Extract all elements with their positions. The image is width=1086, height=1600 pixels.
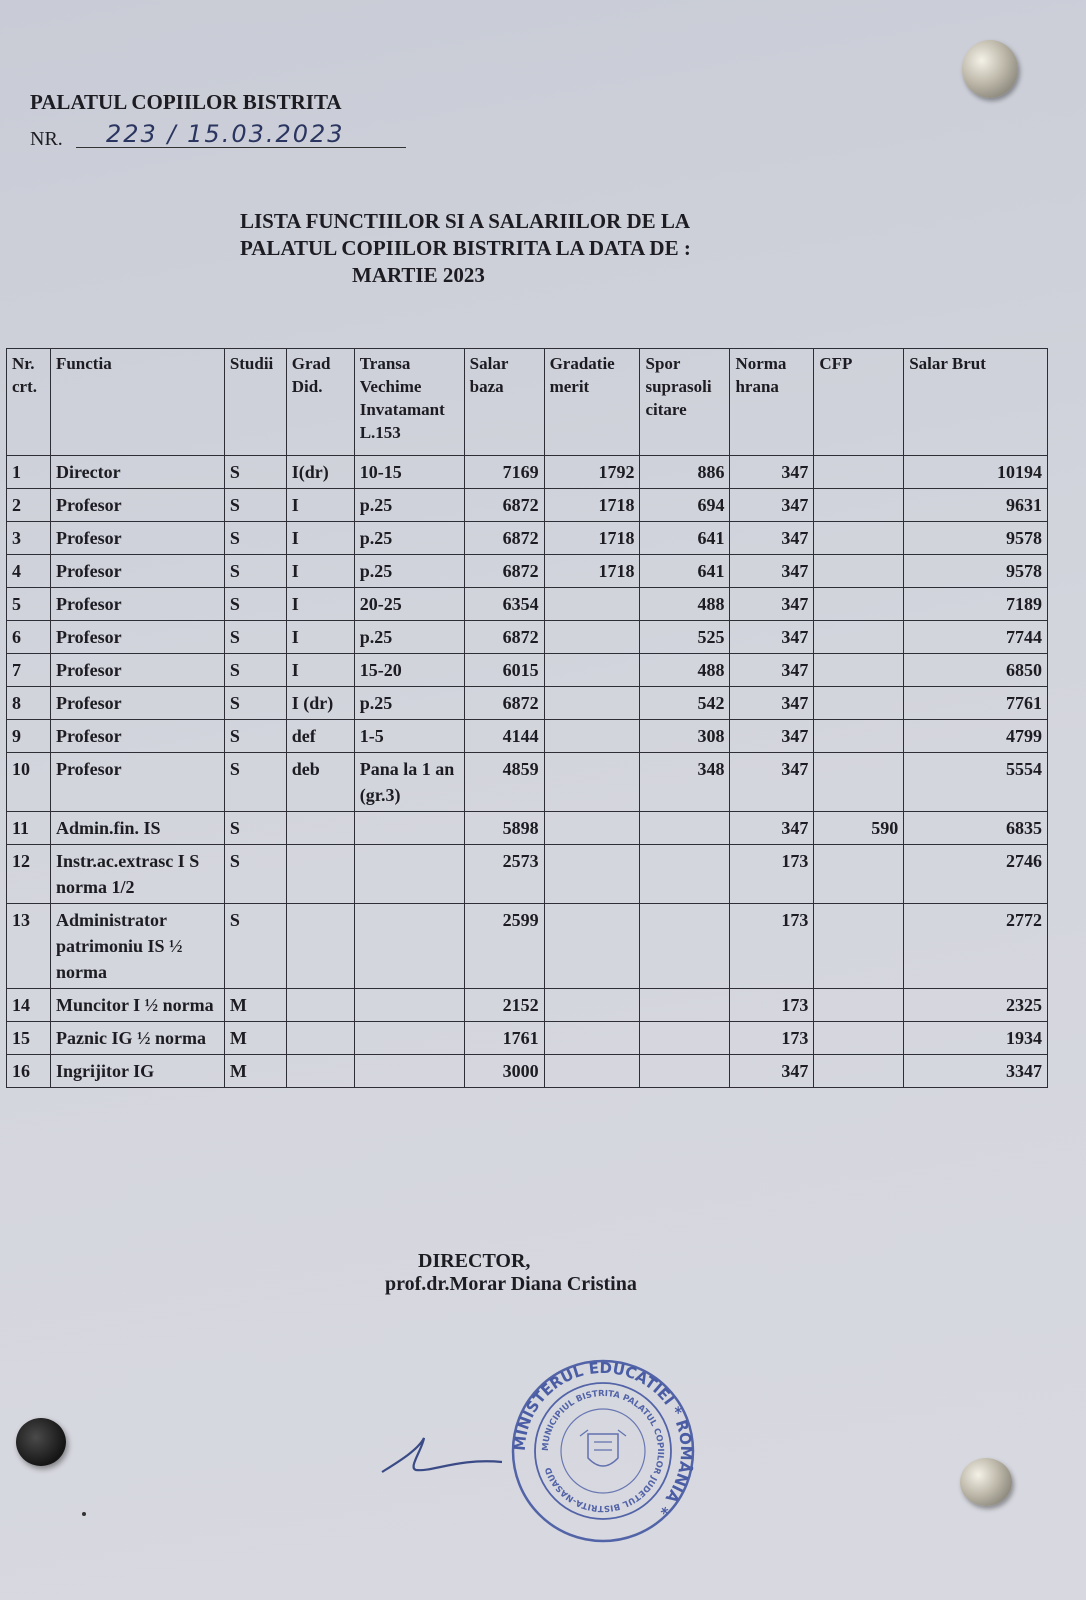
cell-salar-brut: 5554	[904, 753, 1048, 812]
cell-transa	[354, 1055, 464, 1088]
cell-nr: 15	[7, 1022, 51, 1055]
cell-cfp	[814, 1055, 904, 1088]
cell-transa	[354, 1022, 464, 1055]
cell-transa: 15-20	[354, 654, 464, 687]
cell-functia: Muncitor I ½ norma	[50, 989, 224, 1022]
cell-cfp	[814, 489, 904, 522]
header-nr: Nr. crt.	[7, 349, 51, 456]
header-functia: Functia	[50, 349, 224, 456]
cell-cfp	[814, 621, 904, 654]
cell-cfp	[814, 989, 904, 1022]
cell-transa: p.25	[354, 489, 464, 522]
stamp-inner-text: MUNICIPIUL BISTRITA PALATUL COPIILOR JUDETUL BISTRITA-NASAUD	[540, 1388, 666, 1514]
cell-salar-baza: 6872	[464, 687, 544, 720]
cell-functia: Profesor	[50, 555, 224, 588]
cell-salar-brut: 9578	[904, 522, 1048, 555]
cell-norma: 347	[730, 753, 814, 812]
cell-studii: S	[224, 621, 286, 654]
director-role: DIRECTOR,	[418, 1250, 531, 1272]
header-grad: Grad Did.	[286, 349, 354, 456]
cell-cfp	[814, 654, 904, 687]
table-row	[7, 845, 1048, 904]
cell-gradatie	[544, 845, 640, 904]
cell-grad: deb	[286, 753, 354, 812]
cell-spor: 694	[640, 489, 730, 522]
cell-functia: Profesor	[50, 489, 224, 522]
cell-norma: 173	[730, 1022, 814, 1055]
cell-salar-brut: 3347	[904, 1055, 1048, 1088]
thumbtack-bottom-left	[16, 1418, 66, 1466]
cell-spor: 641	[640, 522, 730, 555]
cell-salar-baza: 6015	[464, 654, 544, 687]
cell-studii: S	[224, 654, 286, 687]
cell-norma: 347	[730, 522, 814, 555]
cell-salar-baza: 6872	[464, 621, 544, 654]
cell-norma: 347	[730, 456, 814, 489]
cell-salar-baza: 2573	[464, 845, 544, 904]
cell-functia: Profesor	[50, 687, 224, 720]
cell-functia: Director	[50, 456, 224, 489]
cell-norma: 347	[730, 687, 814, 720]
table-row	[7, 522, 1048, 555]
cell-studii: S	[224, 720, 286, 753]
title-line-2: PALATUL COPIILOR BISTRITA LA DATA DE :	[240, 236, 691, 260]
cell-nr: 13	[7, 904, 51, 989]
cell-spor: 348	[640, 753, 730, 812]
cell-studii: S	[224, 687, 286, 720]
cell-spor: 488	[640, 588, 730, 621]
cell-studii: S	[224, 555, 286, 588]
cell-nr: 10	[7, 753, 51, 812]
nr-handwritten-value: 223 / 15.03.2023	[76, 120, 406, 148]
cell-cfp	[814, 904, 904, 989]
cell-gradatie	[544, 588, 640, 621]
cell-grad	[286, 812, 354, 845]
stamp-outer-text: MINISTERUL EDUCATIEI * ROMÂNIA *	[510, 1358, 696, 1518]
cell-spor	[640, 904, 730, 989]
cell-salar-baza: 1761	[464, 1022, 544, 1055]
document-title	[240, 208, 810, 289]
cell-nr: 11	[7, 812, 51, 845]
cell-studii: S	[224, 456, 286, 489]
cell-salar-brut: 9578	[904, 555, 1048, 588]
table-row	[7, 1055, 1048, 1088]
cell-gradatie: 1718	[544, 489, 640, 522]
cell-functia: Instr.ac.extrasc I S norma 1/2	[50, 845, 224, 904]
nr-label: NR.	[30, 128, 63, 150]
registration-number	[30, 120, 400, 151]
cell-transa	[354, 845, 464, 904]
cell-studii: S	[224, 522, 286, 555]
cell-salar-baza: 4144	[464, 720, 544, 753]
cell-functia: Profesor	[50, 588, 224, 621]
cell-nr: 16	[7, 1055, 51, 1088]
cell-cfp	[814, 687, 904, 720]
cell-transa: p.25	[354, 621, 464, 654]
cell-spor	[640, 1055, 730, 1088]
cell-gradatie	[544, 904, 640, 989]
cell-salar-brut: 2772	[904, 904, 1048, 989]
cell-gradatie	[544, 621, 640, 654]
table-row	[7, 654, 1048, 687]
cell-spor	[640, 812, 730, 845]
table-row	[7, 720, 1048, 753]
cell-gradatie	[544, 654, 640, 687]
cell-spor: 641	[640, 555, 730, 588]
director-name: prof.dr.Morar Diana Cristina	[385, 1273, 637, 1295]
handwritten-signature	[378, 1428, 508, 1488]
cell-salar-brut: 2325	[904, 989, 1048, 1022]
salary-table	[6, 348, 1048, 1088]
cell-nr: 6	[7, 621, 51, 654]
cell-norma: 173	[730, 845, 814, 904]
table-row	[7, 588, 1048, 621]
cell-functia: Paznic IG ½ norma	[50, 1022, 224, 1055]
cell-spor: 525	[640, 621, 730, 654]
cell-norma: 347	[730, 654, 814, 687]
cell-spor	[640, 1022, 730, 1055]
cell-grad	[286, 1022, 354, 1055]
header-cfp: CFP	[814, 349, 904, 456]
cell-grad: def	[286, 720, 354, 753]
cell-grad: I (dr)	[286, 687, 354, 720]
cell-salar-baza: 6872	[464, 522, 544, 555]
table-row	[7, 1022, 1048, 1055]
cell-cfp	[814, 845, 904, 904]
cell-salar-brut: 7744	[904, 621, 1048, 654]
table-row	[7, 753, 1048, 812]
cell-gradatie	[544, 687, 640, 720]
cell-gradatie: 1718	[544, 522, 640, 555]
header-gradatie: Gradatie merit	[544, 349, 640, 456]
cell-norma: 347	[730, 588, 814, 621]
cell-salar-brut: 10194	[904, 456, 1048, 489]
cell-norma: 347	[730, 1055, 814, 1088]
header-norma: Norma hrana	[730, 349, 814, 456]
cell-transa: p.25	[354, 687, 464, 720]
paper-speck	[82, 1512, 86, 1516]
cell-salar-baza: 6354	[464, 588, 544, 621]
cell-nr: 4	[7, 555, 51, 588]
cell-functia: Profesor	[50, 522, 224, 555]
cell-cfp	[814, 1022, 904, 1055]
cell-cfp	[814, 753, 904, 812]
cell-salar-baza: 7169	[464, 456, 544, 489]
cell-norma: 173	[730, 904, 814, 989]
table-row	[7, 621, 1048, 654]
cell-gradatie: 1792	[544, 456, 640, 489]
cell-cfp	[814, 588, 904, 621]
cell-nr: 5	[7, 588, 51, 621]
cell-grad	[286, 904, 354, 989]
cell-gradatie	[544, 812, 640, 845]
header-salar-baza: Salar baza	[464, 349, 544, 456]
cell-cfp: 590	[814, 812, 904, 845]
table-row	[7, 812, 1048, 845]
cell-studii: S	[224, 845, 286, 904]
cell-gradatie: 1718	[544, 555, 640, 588]
cell-salar-brut: 6850	[904, 654, 1048, 687]
cell-salar-brut: 9631	[904, 489, 1048, 522]
cell-grad: I	[286, 555, 354, 588]
title-line-1: LISTA FUNCTIILOR SI A SALARIILOR DE LA	[240, 209, 691, 233]
thumbtack-top-right	[962, 40, 1018, 98]
cell-grad: I(dr)	[286, 456, 354, 489]
cell-nr: 14	[7, 989, 51, 1022]
cell-spor: 488	[640, 654, 730, 687]
cell-spor: 886	[640, 456, 730, 489]
cell-nr: 3	[7, 522, 51, 555]
cell-transa: Pana la 1 an (gr.3)	[354, 753, 464, 812]
table-header-row	[7, 349, 1048, 456]
cell-salar-baza: 3000	[464, 1055, 544, 1088]
cell-salar-baza: 2599	[464, 904, 544, 989]
cell-functia: Profesor	[50, 753, 224, 812]
table-row	[7, 489, 1048, 522]
cell-norma: 347	[730, 720, 814, 753]
cell-transa	[354, 904, 464, 989]
cell-gradatie	[544, 1055, 640, 1088]
cell-functia: Administrator patrimoniu IS ½ norma	[50, 904, 224, 989]
cell-functia: Profesor	[50, 621, 224, 654]
cell-cfp	[814, 522, 904, 555]
cell-salar-brut: 4799	[904, 720, 1048, 753]
cell-spor: 308	[640, 720, 730, 753]
cell-salar-brut: 6835	[904, 812, 1048, 845]
cell-grad	[286, 845, 354, 904]
cell-salar-brut: 2746	[904, 845, 1048, 904]
cell-salar-baza: 5898	[464, 812, 544, 845]
header-salar-brut: Salar Brut	[904, 349, 1048, 456]
header-transa: Transa Vechime Invatamant L.153	[354, 349, 464, 456]
table-row	[7, 555, 1048, 588]
cell-grad: I	[286, 621, 354, 654]
cell-gradatie	[544, 753, 640, 812]
cell-norma: 347	[730, 621, 814, 654]
cell-nr: 1	[7, 456, 51, 489]
institution-name: PALATUL COPIILOR BISTRITA	[30, 90, 342, 114]
cell-grad	[286, 989, 354, 1022]
official-stamp	[508, 1356, 698, 1546]
cell-transa: 1-5	[354, 720, 464, 753]
cell-grad: I	[286, 588, 354, 621]
cell-salar-baza: 6872	[464, 555, 544, 588]
cell-transa: p.25	[354, 555, 464, 588]
cell-studii: S	[224, 904, 286, 989]
cell-salar-baza: 4859	[464, 753, 544, 812]
cell-functia: Admin.fin. IS	[50, 812, 224, 845]
cell-salar-brut: 7761	[904, 687, 1048, 720]
cell-spor	[640, 989, 730, 1022]
cell-nr: 8	[7, 687, 51, 720]
cell-transa	[354, 812, 464, 845]
title-line-3: MARTIE 2023	[352, 263, 485, 287]
signature-block	[385, 1250, 637, 1296]
cell-studii: S	[224, 753, 286, 812]
cell-salar-brut: 1934	[904, 1022, 1048, 1055]
cell-functia: Ingrijitor IG	[50, 1055, 224, 1088]
header-spor: Spor suprasoli citare	[640, 349, 730, 456]
cell-nr: 12	[7, 845, 51, 904]
cell-functia: Profesor	[50, 654, 224, 687]
cell-grad	[286, 1055, 354, 1088]
cell-grad: I	[286, 522, 354, 555]
cell-cfp	[814, 456, 904, 489]
cell-studii: S	[224, 812, 286, 845]
cell-grad: I	[286, 489, 354, 522]
cell-cfp	[814, 720, 904, 753]
cell-gradatie	[544, 989, 640, 1022]
cell-nr: 2	[7, 489, 51, 522]
cell-norma: 173	[730, 989, 814, 1022]
thumbtack-bottom-right	[960, 1458, 1012, 1506]
cell-salar-baza: 6872	[464, 489, 544, 522]
cell-functia: Profesor	[50, 720, 224, 753]
cell-spor: 542	[640, 687, 730, 720]
cell-studii: S	[224, 489, 286, 522]
coat-of-arms-icon	[580, 1430, 626, 1466]
table-row	[7, 456, 1048, 489]
cell-norma: 347	[730, 489, 814, 522]
cell-transa	[354, 989, 464, 1022]
cell-studii: M	[224, 1055, 286, 1088]
cell-spor	[640, 845, 730, 904]
table-row	[7, 989, 1048, 1022]
cell-nr: 7	[7, 654, 51, 687]
header-studii: Studii	[224, 349, 286, 456]
cell-salar-brut: 7189	[904, 588, 1048, 621]
cell-gradatie	[544, 1022, 640, 1055]
cell-studii: S	[224, 588, 286, 621]
table-row	[7, 687, 1048, 720]
cell-transa: p.25	[354, 522, 464, 555]
cell-grad: I	[286, 654, 354, 687]
cell-gradatie	[544, 720, 640, 753]
cell-norma: 347	[730, 812, 814, 845]
cell-nr: 9	[7, 720, 51, 753]
cell-studii: M	[224, 1022, 286, 1055]
cell-salar-baza: 2152	[464, 989, 544, 1022]
cell-transa: 10-15	[354, 456, 464, 489]
cell-studii: M	[224, 989, 286, 1022]
cell-transa: 20-25	[354, 588, 464, 621]
cell-cfp	[814, 555, 904, 588]
table-row	[7, 904, 1048, 989]
cell-norma: 347	[730, 555, 814, 588]
